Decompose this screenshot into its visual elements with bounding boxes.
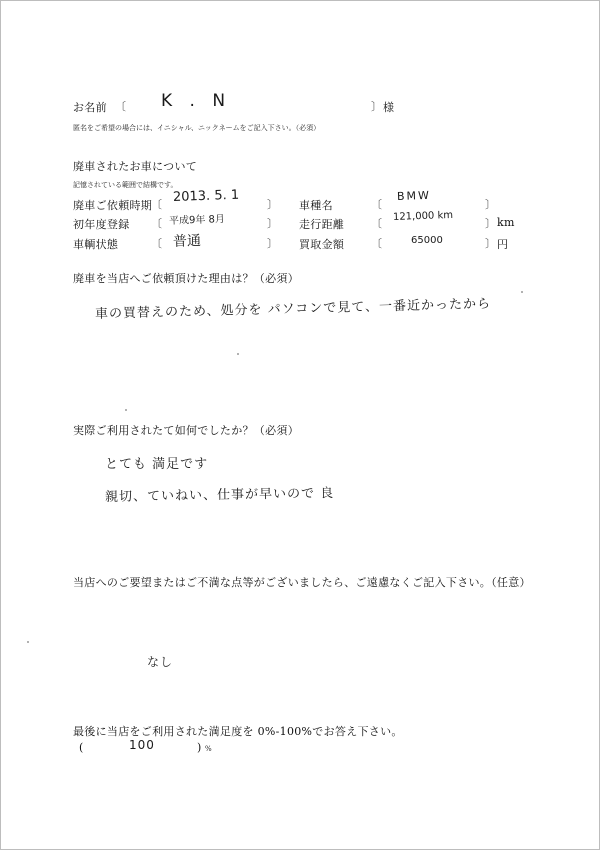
satisfaction-question: 最後に当店をご利用された満足度を 0%-100%でお答え下さい。 [73,725,403,738]
scan-speck [27,641,29,643]
first-registration-bracket-close: 〕 [267,217,278,230]
condition-bracket-close: 〕 [267,237,278,250]
mileage-label: 走行距離 [299,218,345,231]
model-value: BMW [396,188,432,203]
car-section-note: 記憶されている範囲で結構です。 [73,181,178,189]
experience-question: 実際ご利用されたて如何でしたか？（必須） [73,424,299,437]
mileage-bracket-close: 〕 [485,217,496,230]
price-bracket-close: 〕 [485,237,496,250]
name-label: お名前 [73,101,107,114]
mileage-value: 121,000 km [392,209,454,223]
mileage-unit: km [497,216,515,229]
first-registration-label: 初年度登録 [73,218,130,231]
satisfaction-unit: % [205,745,212,753]
name-bracket-open: 〔 [115,100,126,113]
model-bracket-close: 〕 [485,198,496,211]
experience-answer-line2: 親切、ていねい、仕事が早いので 良 [104,486,335,505]
first-registration-bracket-open: 〔 [151,217,162,230]
reason-answer: 車の買替えのため、処分を パソコンで見て、一番近かったから [94,296,492,322]
price-unit: 円 [497,238,509,251]
first-registration-value: 平成9年 8月 [168,214,226,227]
request-date-label: 廃車ご依頼時期 [73,199,153,212]
satisfaction-value: 100 [129,738,155,752]
price-label: 買取金額 [299,238,345,251]
reason-question: 廃車を当店へご依頼頂けた理由は？（必須） [73,272,299,285]
experience-answer-line1: とても 満足です [105,457,209,472]
request-answer: なし [147,655,174,669]
scan-speck [237,353,239,355]
request-date-bracket-open: 〔 [151,198,162,211]
request-question: 当店へのご要望またはご不満な点等がございましたら、ご遠慮なくご記入下さい。（任意） [73,576,531,589]
car-section-heading: 廃車されたお車について [73,160,198,173]
name-suffix: 様 [383,101,395,114]
request-date-value: 2013. 5. 1 [172,187,240,205]
mileage-bracket-open: 〔 [371,217,382,230]
request-date-bracket-close: 〕 [267,198,278,211]
name-note: 匿名をご希望の場合には、イニシャル、ニックネームをご記入下さい。（必須） [73,124,321,132]
model-bracket-open: 〔 [371,198,382,211]
price-bracket-open: 〔 [371,237,382,250]
condition-label: 車輌状態 [73,238,119,251]
condition-value: 普通 [172,233,202,250]
scan-speck [521,291,523,293]
model-label: 車種名 [299,199,333,212]
satisfaction-bracket-open: ( [79,741,84,754]
name-value: K . N [161,91,232,111]
scan-speck [125,409,127,411]
condition-bracket-open: 〔 [151,237,162,250]
name-bracket-close: 〕 [371,100,382,113]
price-value: 65000 [411,235,443,246]
satisfaction-bracket-close: ) [197,741,202,754]
